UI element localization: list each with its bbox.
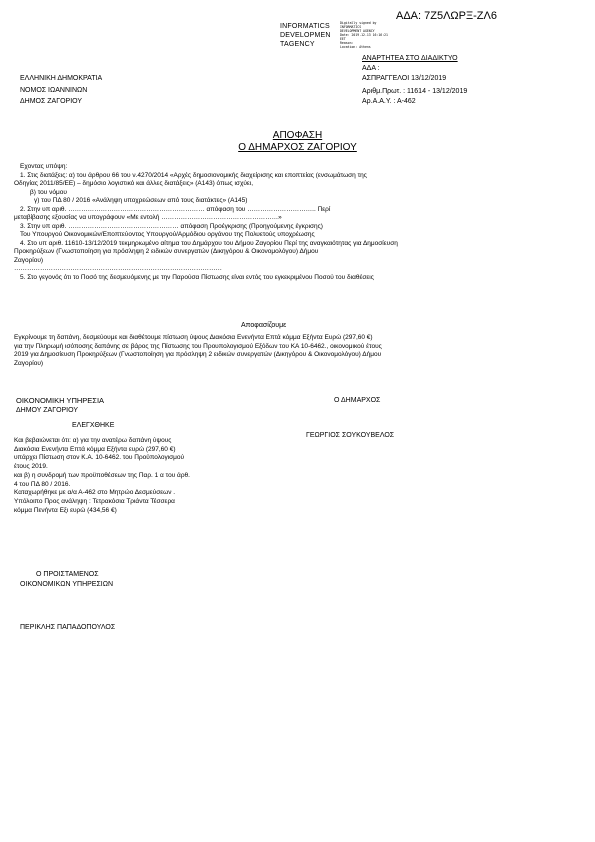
checked-block [14,437,190,515]
stamp-line: Reason: [340,41,354,45]
head-department: ΟΙΚΟΝΟΜΙΚΩΝ ΥΠΗΡΕΣΙΩΝ [20,581,114,588]
body-line: Προκηρύξεων (Γνωστοποίηση για πρόσληψη 2 ειδικών συνεργατών (Δικηγόρου & Οικονομολόγου) Δήμου [14,248,319,255]
body-line: Του Υπουργού Οικονομικών/Εποπτεύοντος Υπουργού/Αρμόδιου οργάνου της Πολυετούς υποχρέωσης [20,231,315,238]
mayor-label: Ο ΔΗΜΑΡΧΟΣ [334,397,381,404]
body-line: Ζαγορίου) [14,256,44,264]
head-name: ΠΕΡΙΚΛΗΣ ΠΑΠΑΔΟΠΟΥΛΟΣ [20,624,116,631]
finance-service: ΟΙΚΟΝΟΜΙΚΗ ΥΠΗΡΕΣΙΑ [16,396,105,405]
ada-label: ΑΔΑ : [362,65,380,72]
checked-line: 4 του ΠΔ 80 / 2016. [14,480,71,488]
digital-signature-stamp [340,21,388,49]
body-line: γ) του ΠΔ 80 / 2016 «Ανάληψη υποχρεώσεων από τους διατάκτες» (Α145) [34,197,248,204]
aay-number: Αρ.Α.Α.Υ. : Α-462 [362,98,416,105]
sender-municipality: ΔΗΜΟΣ ΖΑΓΟΡΙΟΥ [20,98,83,105]
head-title: Ο ΠΡΟΙΣΤΑΜΕΝΟΣ [36,571,99,578]
logo-line-3: TAGENCY [280,41,315,48]
decision-line: 2019 για Δημοσίευση Προκηρύξεων (Γνωστοποίηση για πρόσληψη 2 ειδικών συνεργατών (Δικηγόρου & Οικονομολόγου) Δήμου [14,351,382,358]
stamp-line: DEVELOPMENT AGENCY [340,29,375,33]
body-line: 3. Στην υπ αριθ. …………………………………………… απόφαση Προέγκρισης (Προηγούμενης έγκρισης) [20,222,323,230]
stamp-line: INFORMATICS [340,25,362,29]
finance-municipality: ΔΗΜΟΥ ΖΑΓΟΡΙΟΥ [16,407,79,414]
checked-line: Και βεβαιώνεται ότι: α) για την ανατέρω δαπάνη ύψους [14,437,172,444]
stamp-line: Location: Athens [340,45,371,49]
stamp-line: EET [340,37,346,41]
body-line: 5. Στο γεγονός ότι το Ποσό της δεσμευόμενης με την Παρούσα Πίστωσης είναι εντός του εγκεκριμένου Ποσού του διαθέσεις [20,273,374,281]
checked-line: υπάρχει Πίστωση στον Κ.Α. 10-6462. του Προϋπολογισμού [14,454,185,462]
sender-prefecture: ΝΟΜΟΣ ΙΩΑΝΝΙΝΩΝ [20,87,88,94]
publish-heading: ΑΝΑΡΤΗΤΕΑ ΣΤΟ ΔΙΑΔΙΚΤΥΟ [362,55,458,62]
logo-line-1: INFORMATICS [280,23,330,30]
checked-line: Υπόλοιπο Προς ανάληψη : Τετρακόσια Τριάντα Τέσσερα [14,497,175,505]
decide-heading: Αποφασίζουμε [241,322,287,329]
body-line: 4. Στο υπ αριθ. 11610-13/12/2019 τεκμηριωμένο αίτημα του Δημάρχου του Δήμου Ζαγορίου Περί της αναγκαιότητας για Δημοσίευση [20,239,398,247]
stamp-line: Date: 2019.12.13 16:16:21 [340,33,388,37]
checked-line: έτους 2019. [14,463,48,471]
checked-line: Καταχωρήθηκε με α/α Α-462 στο Μητρώο Δεσμεύσεων . [14,489,176,497]
body-line: 2. Στην υπ αριθ. ……………………………………………………… απόφαση του ………………………….. Περί [20,205,331,213]
decision-line: Εγκρίνουμε τη δαπάνη, δεσμεύουμε και διαθέτουμε πίστωση ύψους Διακόσια Ενενήντα Επτά κόμμα Εξήντα Ευρώ (297,60 €) [14,334,373,341]
decision-line: Ζαγορίου) [14,359,44,367]
protocol-number: Αριθμ.Πρωτ. : 11614 - 13/12/2019 [362,88,468,95]
checked-line: κόμμα Πενήντα Εξι ευρώ (434,56 €) [14,506,117,514]
place-date: ΑΣΠΡΑΓΓΕΛΟΙ 13/12/2019 [362,75,447,82]
decision-block [14,334,382,368]
body-line: μεταβίβασης εξουσίας να υπογράφουν «Με εντολή ………………………………………………» [14,214,282,221]
checked-line: και β) η συνδρομή των προϋποθέσεων της Παρ. 1 α του άρθ. [14,471,190,479]
document-subtitle: Ο ΔΗΜΑΡΧΟΣ ΖΑΓΟΡΙΟΥ [238,142,357,153]
ada-header: ΑΔΑ: 7Ζ5ΛΩΡΞ-ΖΛ6 [396,10,497,22]
stamp-line: Digitally signed by [340,21,377,25]
considerations-block [14,163,398,282]
agency-logo-text [280,22,331,49]
logo-line-2: DEVELOPMEN [280,32,331,39]
checked-heading: ΕΛΕΓΧΘΗΚΕ [72,422,115,429]
checked-line: Διακόσια Ενενήντα Επτά κόμμα Εξήντα ευρώ (297,60 €) [14,445,176,453]
sender-country: ΕΛΛΗΝΙΚΗ ΔΗΜΟΚΡΑΤΙΑ [20,75,103,82]
body-line: Εχοντας υπόψη: [20,163,68,170]
body-line: β) του νόμου [30,188,67,196]
document-title: ΑΠΟΦΑΣΗ [272,130,323,141]
body-line: Οδηγίας 2011/85/ΕΕ) – δημόσιο λογιστικό και άλλες διατάξεις» (Α143) όπως ισχύει, [14,180,254,187]
body-line: 1. Στις διατάξεις: α) του άρθρου 66 του ν.4270/2014 «Αρχές δημοσιονομικής διαχείρισης και εποπτείας (ενσωμάτωση της [20,171,367,179]
mayor-name: ΓΕΩΡΓΙΟΣ ΣΟΥΚΟΥΒΕΛΟΣ [306,432,395,439]
decision-line: για την Πληρωμή ισόποσης δαπάνης σε βάρος της Πίστωσης του Προυπολογισμού Εξόδων του ΚΑ 10-6462., οικονομικού έτους [14,342,382,350]
body-line: …………………………………………………………………………………… [14,265,222,272]
